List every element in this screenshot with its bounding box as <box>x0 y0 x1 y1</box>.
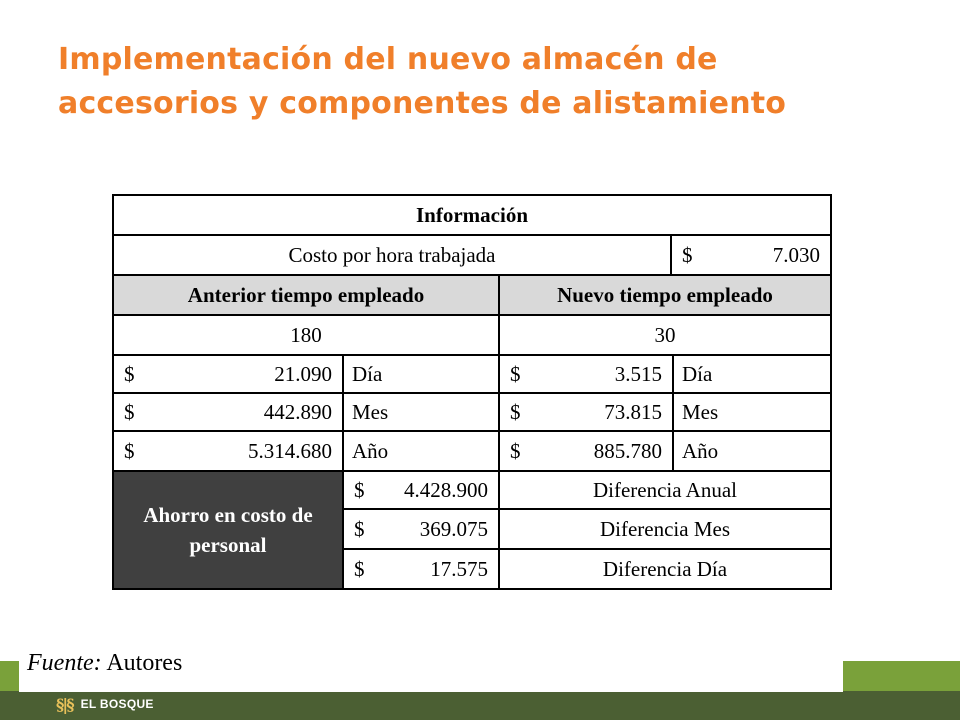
currency-symbol: $ <box>510 361 521 386</box>
previous-day-label: Día <box>342 354 500 394</box>
new-year-label: Año <box>672 430 832 472</box>
new-year-value-cell <box>498 430 674 472</box>
savings-day-label: Diferencia Día <box>498 548 832 590</box>
cost-table <box>112 194 832 590</box>
new-month-value-cell <box>498 392 674 432</box>
previous-month-label: Mes <box>342 392 500 432</box>
new-header: Nuevo tiempo empleado <box>498 274 832 316</box>
savings-day-value: 17.575 <box>430 556 488 581</box>
new-year-value: 885.780 <box>593 438 662 463</box>
currency-symbol: $ <box>354 516 365 541</box>
slide-title <box>58 38 918 126</box>
slide-title-line2: accesorios y componentes de alistamiento <box>58 86 787 121</box>
cost-value-cell <box>670 234 832 276</box>
savings-label-line1: Ahorro en costo de <box>143 503 313 527</box>
new-day-value-cell <box>498 354 674 394</box>
currency-symbol: $ <box>124 399 135 424</box>
new-time: 30 <box>498 314 832 356</box>
previous-time: 180 <box>112 314 500 356</box>
cost-value: 7.030 <box>772 242 820 267</box>
source-prefix: Fuente: <box>27 650 102 676</box>
cost-currency: $ <box>682 242 693 267</box>
savings-day-value-cell <box>342 548 500 590</box>
previous-year-label: Año <box>342 430 500 472</box>
savings-annual-value: 4.428.900 <box>404 477 488 502</box>
savings-label <box>112 470 344 590</box>
savings-month-value: 369.075 <box>419 516 488 541</box>
source-note <box>19 642 843 692</box>
new-day-label: Día <box>672 354 832 394</box>
currency-symbol: $ <box>354 556 365 581</box>
cost-label: Costo por hora trabajada <box>112 234 672 276</box>
previous-month-value-cell <box>112 392 344 432</box>
previous-year-value: 5.314.680 <box>248 438 332 463</box>
savings-month-label: Diferencia Mes <box>498 508 832 550</box>
table-header: Información <box>112 194 832 236</box>
currency-symbol: $ <box>354 477 365 502</box>
university-logo <box>56 693 154 715</box>
new-day-value: 3.515 <box>614 361 662 386</box>
currency-symbol: $ <box>510 399 521 424</box>
currency-symbol: $ <box>510 438 521 463</box>
previous-header: Anterior tiempo empleado <box>112 274 500 316</box>
savings-month-value-cell <box>342 508 500 550</box>
source-text: Autores <box>106 650 183 676</box>
logo-mark-icon: §|§ <box>56 694 73 714</box>
slide-title-line1: Implementación del nuevo almacén de <box>58 42 718 77</box>
previous-year-value-cell <box>112 430 344 472</box>
logo-text: EL BOSQUE <box>80 697 154 711</box>
savings-annual-value-cell <box>342 470 500 510</box>
previous-day-value-cell <box>112 354 344 394</box>
previous-month-value: 442.890 <box>263 399 332 424</box>
currency-symbol: $ <box>124 438 135 463</box>
currency-symbol: $ <box>124 361 135 386</box>
previous-day-value: 21.090 <box>274 361 332 386</box>
new-month-value: 73.815 <box>604 399 662 424</box>
savings-annual-label: Diferencia Anual <box>498 470 832 510</box>
savings-label-line2: personal <box>189 533 267 557</box>
new-month-label: Mes <box>672 392 832 432</box>
